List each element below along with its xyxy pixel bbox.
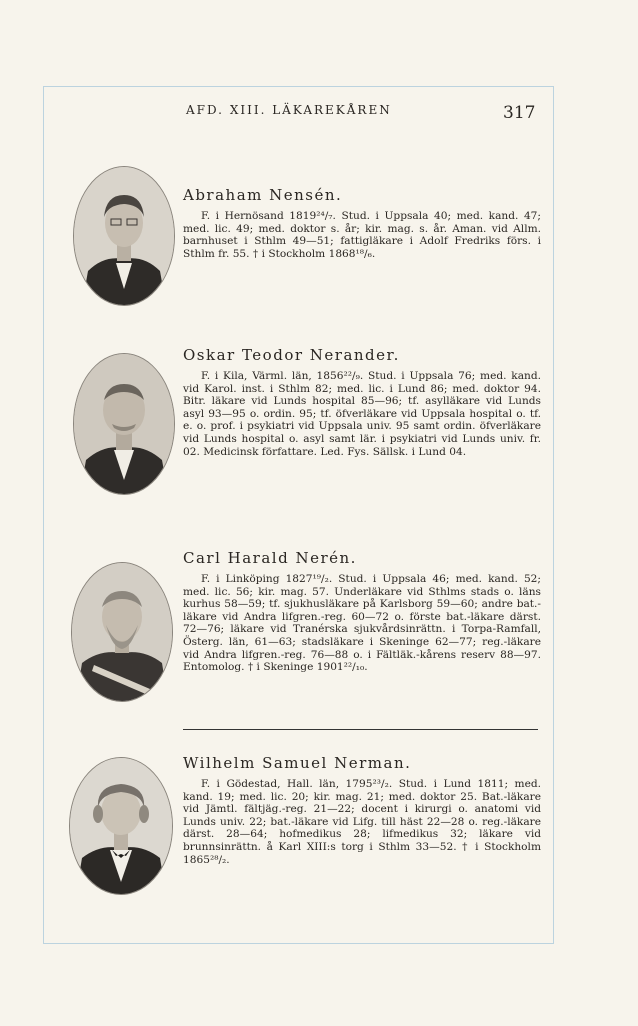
biography-text: F. i Linköping 1827¹⁹/₂. Stud. i Uppsala 46; med. kand. 52; med. lic. 56; kir. mag. 57. Underläkare vid Sthlms stads o. läns kurhus 58—59; tf. sjukhusläkare på Karlsborg 59—60; andre bat.-läkare vid Andra lifgren.-reg. 60—72 o. förste bat.-läkare därst. 72—76; läkare vid Tranérska sjukvårdsinrättn. i Torpa-Ramfall, Österg. län, 61—63; stadsläkare i Skeninge 62—77; reg.-läkare vid Andra lifgren.-reg. 76—88 o. i Fältläk.-kårens reserv 88—97. Entomolog. † i Skeninge 1901²²/₁₀.: [183, 573, 541, 674]
entry-oskar-teodor-nerander: [183, 346, 541, 458]
entry-carl-harald-neren: [183, 549, 541, 674]
portrait-photo: [73, 353, 175, 495]
person-name: Wilhelm Samuel Nerman.: [183, 754, 412, 772]
biography-text: F. i Kila, Värml. län, 1856²²/₉. Stud. i Uppsala 76; med. kand. vid Karol. inst. i Sthlm 82; med. lic. i Lund 86; med. doktor 94. Bitr. läkare vid Lunds hospital 85—96; tf. asylläkare vid Lunds asyl 93—95 o. ordin. 95; tf. öfverläkare vid Uppsala hospital o. tf. e. o. prof. i psykiatri vid Uppsala univ. 95 samt ordin. öfverläkare vid Lunds hospital o. asyl samt lär. i psykiatri vid Lunds univ. fr. 02. Medicinsk författare. Led. Fys. Sällsk. i Lund 04.: [183, 370, 541, 458]
biography-text: F. i Gödestad, Hall. län, 1795²³/₂. Stud. i Lund 1811; med. kand. 19; med. lic. 20; kir. mag. 21; med. doktor 25. Bat.-läkare vid Jämtl. fältjäg.-reg. 21—22; docent i kirurgi o. anatomi vid Lunds univ. 22; bat.-läkare vid Lifg. till häst 22—28 o. reg.-läkare därst. 28—64; hofmedikus 28; lifmedikus 32; läkare vid brunnsinrättn. å Karl XIII:s torg i Sthlm 33—52. † i Stockholm 1865²⁸/₂.: [183, 778, 541, 866]
entry-abraham-nensen: [183, 186, 541, 260]
portrait-photo: [69, 757, 173, 895]
page-number: 317: [503, 103, 536, 123]
person-name: Carl Harald Nerén.: [183, 549, 357, 567]
section-divider: [183, 729, 538, 730]
portrait-photo: [71, 562, 173, 702]
entry-wilhelm-samuel-nerman: [183, 754, 541, 866]
portrait-photo: [73, 166, 175, 306]
running-title: AFD. XIII. LÄKAREKÅREN: [186, 103, 392, 117]
person-name: Oskar Teodor Nerander.: [183, 346, 400, 364]
biography-text: F. i Hernösand 1819²⁴/₇. Stud. i Uppsala 40; med. kand. 47; med. lic. 49; med. doktor s. år; kir. mag. s. år. Aman. vid Allm. barnhuset i Sthlm 49—51; fattigläkare i Adolf Fredriks förs. i Sthlm fr. 55. † i Stockholm 1868¹⁸/₆.: [183, 210, 541, 260]
person-name: Abraham Nensén.: [183, 186, 343, 204]
